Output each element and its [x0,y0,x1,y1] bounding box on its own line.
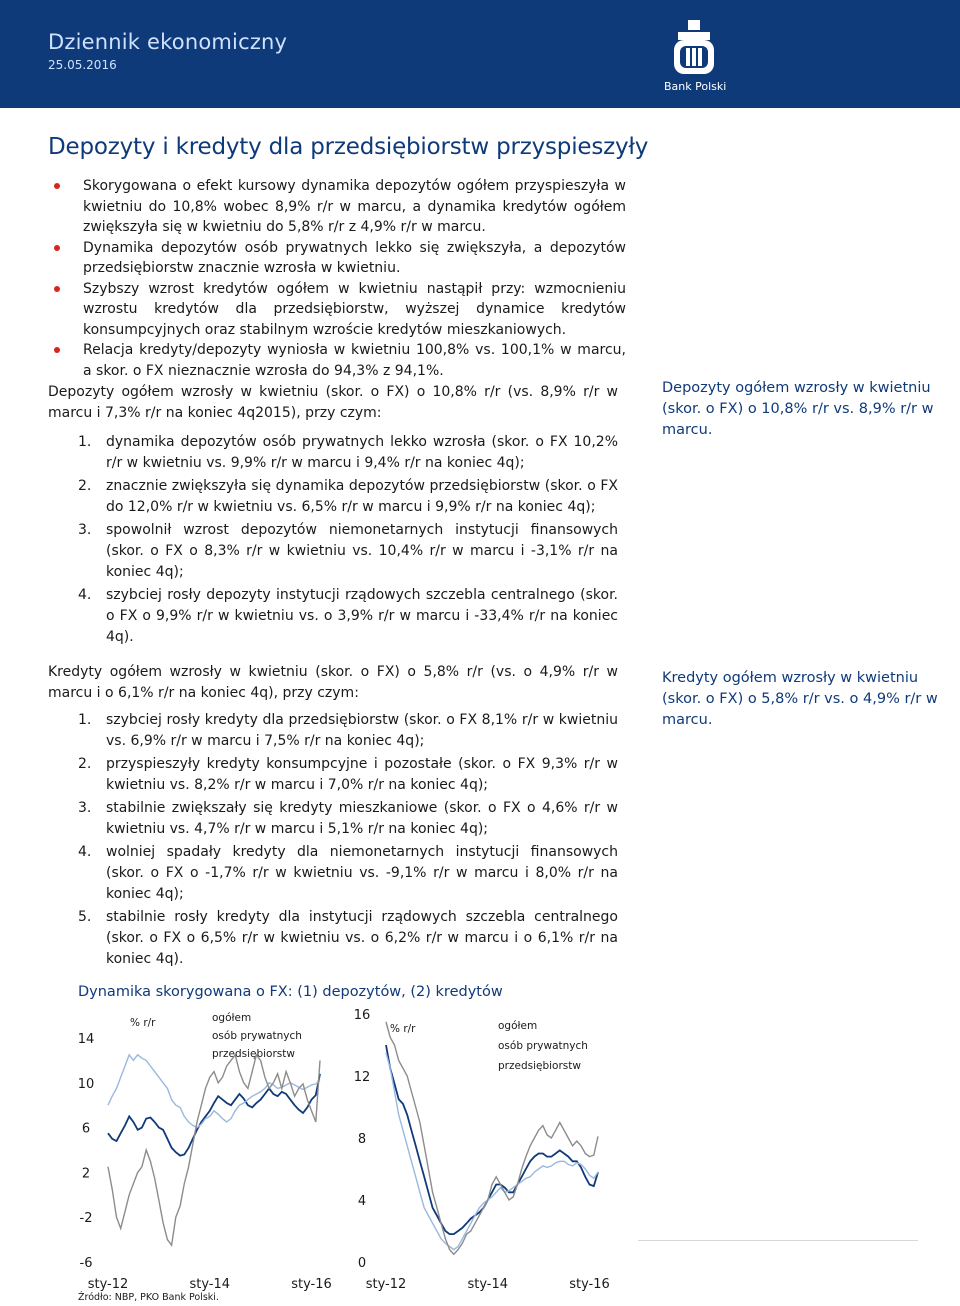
list-number: 3. [78,522,92,538]
credits-chart [340,1006,620,1292]
series-line-3 [386,1022,598,1255]
list-text: znacznie zwiększyła się dynamika depozytów przedsiębiorstw (skor. o FX do 12,0% r/r w kwietniu vs. 6,5% r/r w marcu i 9,9% r/r na koniec 4q); [106,478,618,515]
y-tick-label: 2 [81,1166,91,1182]
legend-entry: przedsiębiorstw [212,1048,295,1060]
y-tick-label: -2 [79,1211,93,1227]
unit-label: % r/r [130,1017,156,1029]
source-note: Źródło: NBP, PKO Bank Polski. [78,1292,219,1303]
x-tick-label: sty-12 [87,1277,129,1292]
summary-bullet: Skorygowana o efekt kursowy dynamika depozytów ogółem przyspieszyła w kwietniu do 10,8% wobec 8,9% r/r w marcu, a dynamika kredytów ogółem zwiększyła się w kwietniu do 5,8% r/r z 4,9% r/r w marcu. [48,176,626,238]
y-tick-label: -6 [79,1256,93,1271]
legend-entry: ogółem [498,1020,538,1032]
x-tick-label: sty-12 [365,1277,407,1292]
deposits-chart [62,1006,342,1292]
unit-label: % r/r [390,1023,416,1035]
y-tick-label: 16 [353,1008,371,1023]
list-number: 4. [78,844,92,860]
credits-list [78,710,618,972]
y-tick-label: 8 [357,1132,367,1147]
list-number: 1. [78,434,92,450]
credits-intro: Kredyty ogółem wzrosły w kwietniu (skor. o FX) o 5,8% r/r (vs. o 4,9% r/r w marcu i o 6,1% r/r na koniec 4q), przy czym: [48,664,618,701]
x-tick-label: sty-16 [569,1277,610,1292]
list-text: dynamika depozytów osób prywatnych lekko wzrosła (skor. o FX 10,2% r/r w kwietniu vs. 9,9% r/r w marcu i 9,4% r/r na koniec 4q); [106,434,618,471]
summary-bullet: Szybszy wzrost kredytów ogółem w kwietniu nastąpił przy: wzmocnieniu wzrostu kredytów dla przedsiębiorstw, wyższej dynamice kredytów konsumpcyjnych oraz stabilnym wzroście kredytów mieszkaniowych. [48,279,626,341]
y-tick-label: 14 [77,1032,95,1047]
list-item [78,842,618,905]
x-tick-label: sty-16 [291,1277,332,1292]
bank-name: Bank Polski [664,80,727,93]
legend-entry: osób prywatnych [498,1040,588,1052]
list-number: 2. [78,478,92,494]
list-text: szybciej rosły depozyty instytucji rządowych szczebla centralnego (skor. o FX o 9,9% r/r w kwietniu vs. o 3,9% r/r w marcu i -33,4% r/r na koniec 4q). [106,587,618,645]
list-number: 4. [78,587,92,603]
list-text: szybciej rosły kredyty dla przedsiębiorstw (skor. o FX 8,1% r/r w kwietniu vs. 6,9% r/r w marcu i 7,5% r/r na koniec 4q); [106,712,618,749]
list-text: stabilnie rosły kredyty dla instytucji rządowych szczebla centralnego (skor. o FX o 6,5% r/r w kwietniu vs. o 6,2% r/r w marcu i o 6,1% r/r na koniec 4q). [106,909,618,967]
list-item [78,907,618,970]
sidebar-note-deposits: Depozyty ogółem wzrosły w kwietniu (skor. o FX) o 10,8% r/r vs. 8,9% r/r w marcu. [662,380,934,438]
list-number: 3. [78,800,92,816]
list-item [78,432,618,474]
list-item [78,710,618,752]
legend-entry: ogółem [212,1012,252,1024]
list-text: wolniej spadały kredyty dla niemonetarnych instytucji finansowych (skor. o FX o -1,7% r/r w kwietniu vs. -9,1% r/r w marcu i 8,0% r/r na koniec 4q); [106,844,618,902]
x-tick-label: sty-14 [189,1277,231,1292]
divider [638,1240,918,1241]
y-tick-label: 4 [357,1194,367,1209]
sidebar-note-credits: Kredyty ogółem wzrosły w kwietniu (skor. o FX) o 5,8% r/r vs. o 4,9% r/r w marcu. [662,670,938,728]
summary-bullet: Dynamika depozytów osób prywatnych lekko się zwiększyła, a depozytów przedsiębiorstw znacznie wzrosła w kwietniu. [48,238,626,279]
summary-bullets [48,176,626,381]
series-line-2 [108,1055,320,1128]
list-text: stabilnie zwiększały się kredyty mieszkaniowe (skor. o FX o 4,6% r/r w kwietniu vs. 4,7% r/r w marcu i 5,1% r/r na koniec 4q); [106,800,618,837]
series-line-1 [108,1074,320,1156]
list-number: 1. [78,712,92,728]
y-tick-label: 0 [357,1256,367,1271]
summary-bullet: Relacja kredyty/depozyty wyniosła w kwietniu 100,8% vs. 100,1% w marcu, a skor. o FX nieznacznie wzrosła do 94,3% z 94,1%. [48,340,626,381]
list-text: spowolnił wzrost depozytów niemonetarnych instytucji finansowych (skor. o FX o 8,3% r/r w kwietniu vs. 10,4% r/r w marcu i -3,1% r/r na koniec 4q); [106,522,618,580]
report-date: 25.05.2016 [48,58,117,72]
chart-title: Dynamika skorygowana o FX: (1) depozytów, (2) kredytów [78,984,503,1000]
legend-entry: osób prywatnych [212,1030,302,1042]
list-number: 5. [78,909,92,925]
list-item [78,585,618,648]
page-title: Depozyty i kredyty dla przedsiębiorstw przyspieszyły [48,134,649,160]
legend-entry: przedsiębiorstw [498,1060,581,1072]
series-line-1 [386,1045,598,1234]
list-text: przyspieszyły kredyty konsumpcyjne i pozostałe (skor. o FX 9,3% r/r w kwietniu vs. 8,2% r/r w marcu i 7,0% r/r na koniec 4q); [106,756,618,793]
report-title: Dziennik ekonomiczny [48,30,288,54]
deposits-list [78,432,618,650]
list-item [78,798,618,840]
x-tick-label: sty-14 [467,1277,509,1292]
list-item [78,754,618,796]
y-tick-label: 10 [77,1076,95,1092]
list-item [78,520,618,583]
list-item [78,476,618,518]
deposits-intro: Depozyty ogółem wzrosły w kwietniu (skor. o FX) o 10,8% r/r (vs. 8,9% r/r w marcu i 7,3% r/r na koniec 4q2015), przy czym: [48,384,618,421]
list-number: 2. [78,756,92,772]
report-header [0,0,960,108]
y-tick-label: 12 [353,1070,371,1085]
y-tick-label: 6 [81,1121,91,1137]
